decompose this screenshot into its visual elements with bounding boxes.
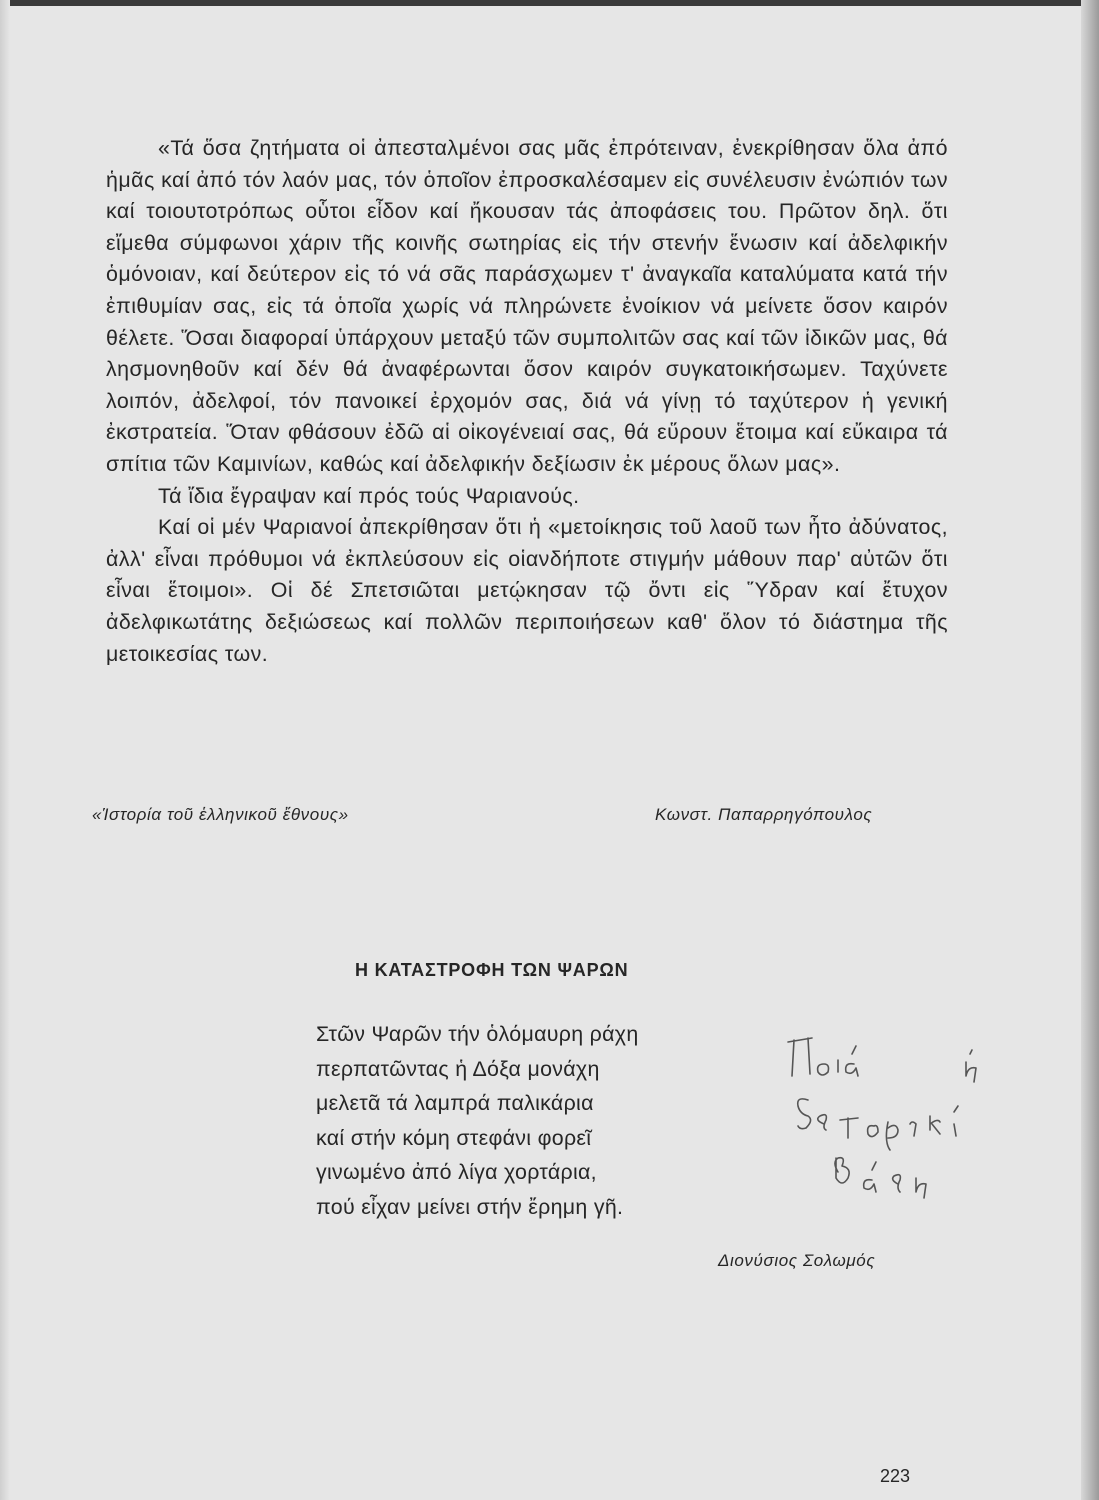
poem-line: πού εἶχαν μείνει στήν ἔρημη γῆ. bbox=[316, 1194, 624, 1219]
poem-title: Η ΚΑΤΑΣΤΡΟΦΗ ΤΩΝ ΨΑΡΩΝ bbox=[355, 960, 629, 980]
page-number: 223 bbox=[880, 1466, 911, 1486]
page-top-edge bbox=[0, 0, 1099, 6]
prose-section bbox=[106, 133, 948, 670]
page-left-edge bbox=[0, 0, 10, 1500]
citation-source: «Ἱστορία τοῦ ἑλληνικοῦ ἔθνους» bbox=[92, 805, 349, 824]
prose-paragraph: «Τά ὅσα ζητήματα οἱ ἀπεσταλμένοι σας μᾶς ἐπρότειναν, ἐνεκρίθησαν ὅλα ἀπό ἡμᾶς καί ἀπό τόν λαόν μας, τόν ὁποῖον ἐπροσκαλέσαμεν εἰς συνέλευσιν ἐνώπιόν των καί τοιουτοτρόπως οὗτοι εἶδον καί ἤκουσαν τάς ἀποφάσεις του. Πρῶτον δηλ. ὅτι εἴμεθα σύμφωνοι χάριν τῆς κοινῆς σωτηρίας εἰς τήν στενήν ἕνωσιν καί ἀδελφικήν ὁμόνοιαν, καί δεύτερον εἰς τό νά σᾶς παράσχωμεν τ' ἀναγκαῖα καταλύματα κατά τήν ἐπιθυμίαν σας, εἰς τά ὁποῖα χωρίς νά πληρώνετε ἐνοίκιον νά μείνετε ὅσον καιρόν θέλετε. Ὅσαι διαφοραί ὑπάρχουν μεταξύ τῶν συμπολιτῶν σας καί τῶν ἰδικῶν μας, θά λησμονηθοῦν καί δέν θά ἀναφέρωνται ὅσον καιρόν συγκατοικήσωμεν. Ταχύνετε λοιπόν, ἀδελφοί, τόν πανοικεί ἐρχομόν σας, διά νά γίνῃ τό ταχύτερον ἡ γενική ἐκστρατεία. Ὅταν φθάσουν ἐδῶ αἱ οἰκογένειαί σας, θά εὕρουν ἕτοιμα καί εὔκαιρα τά σπίτια τῶν Καμινίων, καθώς καί ἀδελφικήν δεξίωσιν ἐκ μέρους ὅλων μας». bbox=[106, 136, 948, 476]
poem-line: περπατῶντας ἡ Δόξα μονάχη bbox=[316, 1056, 600, 1081]
citation-author: Κωνστ. Παπαρρηγόπουλος bbox=[655, 805, 873, 824]
prose-paragraph: Τά ἴδια ἔγραψαν καί πρός τούς Ψαριανούς. bbox=[158, 483, 580, 508]
prose-paragraph: Καί οἱ μέν Ψαριανοί ἀπεκρίθησαν ὅτι ἡ «μετοίκησις τοῦ λαοῦ των ἦτο ἀδύνατος, ἀλλ' εἶναι πρόθυμοι νά ἐκπλεύσουν εἰς οἱανδήποτε στιγμήν μάθουν παρ' αὐτῶν ὅτι εἶναι ἕτοιμοι». Οἱ δέ Σπετσιῶται μετῴκησαν τῷ ὄντι εἰς Ὕδραν καί ἔτυχον ἀδελφικωτάτης δεξιώσεως καί πολλῶν περιποιήσεων καθ' ὅλον τό διάστημα τῆς μετοικεσίας των. bbox=[106, 515, 948, 666]
handwritten-note bbox=[780, 1020, 1010, 1250]
poem-line: καί στήν κόμη στεφάνι φορεῖ bbox=[316, 1125, 592, 1150]
poet-name: Διονύσιος Σολωμός bbox=[718, 1251, 876, 1270]
poem-line: μελετᾶ τά λαμπρά παλικάρια bbox=[316, 1091, 594, 1115]
poem-line: Στῶν Ψαρῶν τήν ὁλόμαυρη ράχη bbox=[316, 1022, 639, 1046]
poem-body bbox=[316, 1017, 639, 1224]
page-right-edge bbox=[1081, 0, 1099, 1500]
poem-line: γινωμένο ἀπό λίγα χορτάρια, bbox=[316, 1160, 597, 1184]
